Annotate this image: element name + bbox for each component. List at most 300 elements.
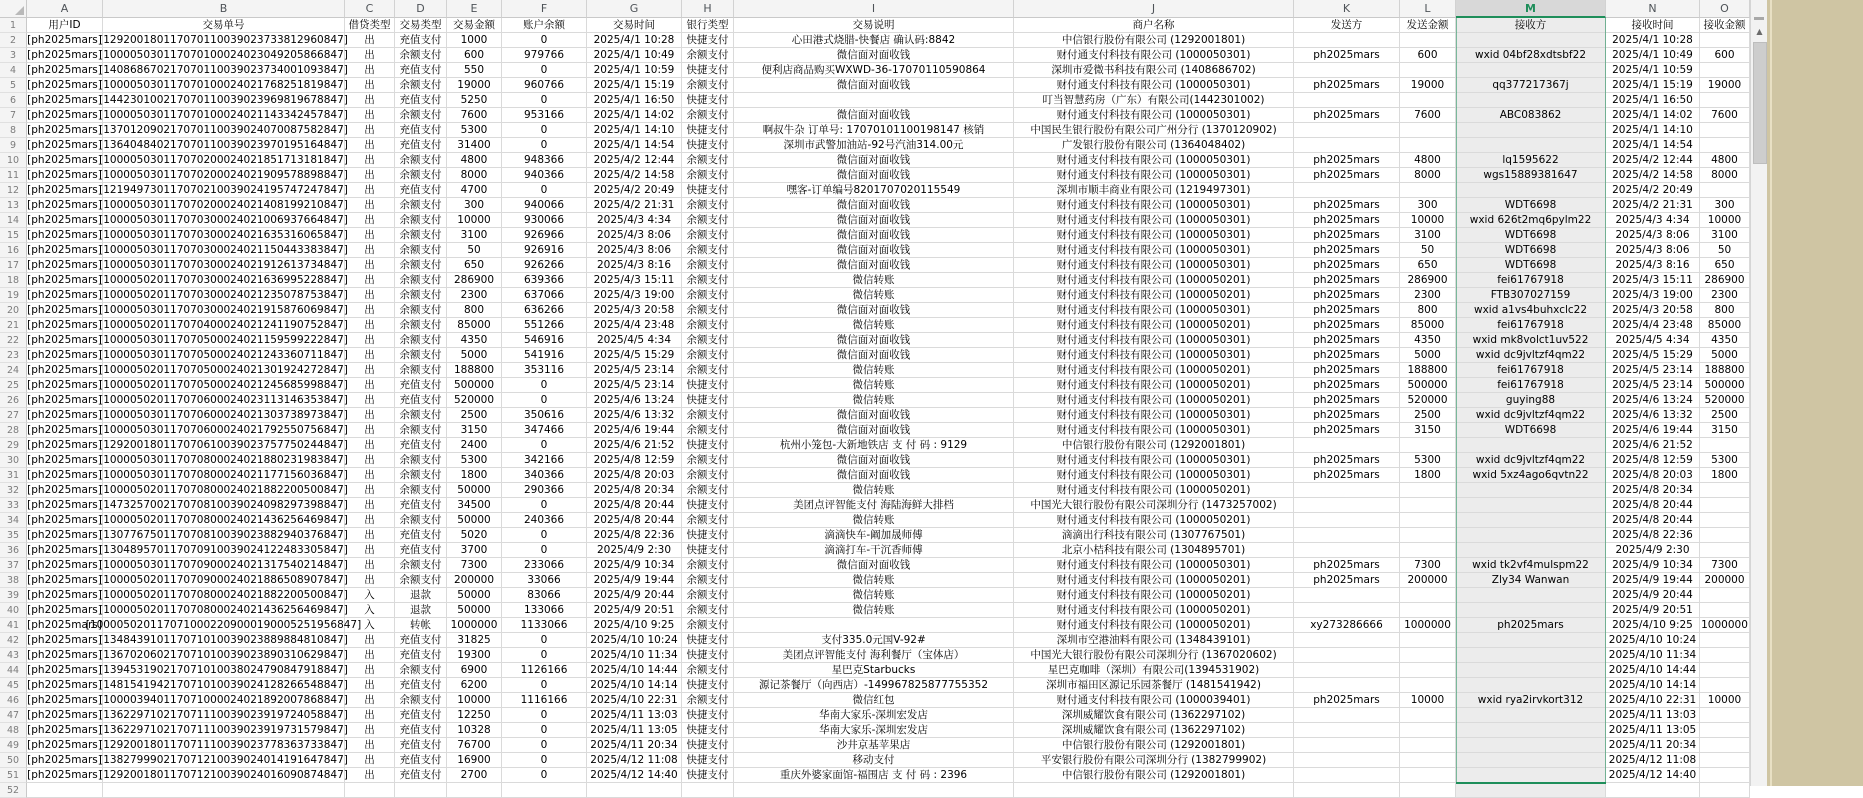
cell[interactable]: 4700 [447, 183, 502, 198]
row-number[interactable]: 38 [0, 573, 27, 588]
cell[interactable]: 微信转账 [734, 603, 1014, 618]
cell[interactable] [447, 783, 502, 798]
cell[interactable]: 8000 [447, 168, 502, 183]
cell[interactable]: 2025/4/10 10:24 [1606, 633, 1700, 648]
cell[interactable]: 快捷支付 [682, 378, 734, 393]
cell[interactable]: [100005030117070300024021006937664847] [103, 213, 345, 228]
cell[interactable]: [100005030117070300024021150443383847] [103, 243, 345, 258]
cell[interactable] [1400, 438, 1456, 453]
cell[interactable]: 出 [345, 288, 395, 303]
cell[interactable]: 出 [345, 333, 395, 348]
cell[interactable]: 快捷支付 [682, 393, 734, 408]
cell[interactable]: 10000 [1400, 213, 1456, 228]
cell[interactable]: 财付通支付科技有限公司 (1000050201) [1014, 588, 1294, 603]
cell[interactable]: xy273286666 [1294, 618, 1400, 633]
cell[interactable]: 2025/4/1 10:28 [587, 33, 682, 48]
cell[interactable]: 636266 [502, 303, 587, 318]
cell[interactable]: 余额支付 [682, 573, 734, 588]
row-number[interactable]: 11 [0, 168, 27, 183]
cell[interactable]: 出 [345, 663, 395, 678]
cell[interactable]: 500000 [1400, 378, 1456, 393]
cell[interactable]: wxid dc9jvltzf4qm22 [1456, 348, 1606, 363]
cell[interactable]: 2025/4/4 23:48 [1606, 318, 1700, 333]
cell[interactable]: 0 [502, 498, 587, 513]
row-number[interactable]: 40 [0, 603, 27, 618]
cell[interactable]: [100005020117070800024021882200500847] [103, 483, 345, 498]
row-number[interactable]: 1 [0, 18, 27, 33]
cell[interactable]: 2025/4/6 13:24 [587, 393, 682, 408]
row-number[interactable]: 15 [0, 228, 27, 243]
cell[interactable]: Zly34 Wanwan [1456, 573, 1606, 588]
cell[interactable]: 2025/4/2 21:31 [587, 198, 682, 213]
cell[interactable]: ph2025mars [1294, 273, 1400, 288]
cell[interactable] [1456, 33, 1606, 48]
cell[interactable]: [ph2025mars] [27, 258, 103, 273]
cell[interactable]: 出 [345, 738, 395, 753]
column-title[interactable]: 发送方 [1294, 18, 1400, 33]
cell[interactable]: 出 [345, 228, 395, 243]
cell[interactable]: 余额支付 [395, 483, 447, 498]
cell[interactable]: 出 [345, 63, 395, 78]
cell[interactable]: 充值支付 [395, 138, 447, 153]
cell[interactable]: [ph2025mars] [27, 333, 103, 348]
cell[interactable]: 余额支付 [395, 303, 447, 318]
cell[interactable]: 叮当智慧药房（广东）有限公司(1442301002) [1014, 93, 1294, 108]
cell[interactable]: 940066 [502, 198, 587, 213]
cell[interactable] [1700, 63, 1750, 78]
cell[interactable]: 出 [345, 573, 395, 588]
cell[interactable]: 85000 [1400, 318, 1456, 333]
cell[interactable]: 退款 [395, 588, 447, 603]
row-number[interactable]: 39 [0, 588, 27, 603]
cell[interactable]: 余额支付 [682, 168, 734, 183]
column-letter-B[interactable]: B [103, 0, 345, 18]
column-letter-I[interactable]: I [734, 0, 1014, 18]
cell[interactable]: 2025/4/11 13:05 [587, 723, 682, 738]
scrollbar-split-handle[interactable] [1754, 17, 1764, 20]
row-number[interactable]: 52 [0, 783, 27, 798]
cell[interactable]: 余额支付 [682, 213, 734, 228]
row-number[interactable]: 16 [0, 243, 27, 258]
cell[interactable]: [ph2025mars] [27, 348, 103, 363]
cell[interactable]: [ph2025mars] [27, 573, 103, 588]
cell[interactable] [1400, 483, 1456, 498]
cell[interactable]: [100003940117071000024021892007868847] [103, 693, 345, 708]
cell[interactable]: 10000 [1700, 213, 1750, 228]
scroll-up-arrow-icon[interactable]: ▲ [1756, 26, 1763, 36]
cell[interactable] [1700, 483, 1750, 498]
cell[interactable]: 快捷支付 [682, 63, 734, 78]
cell[interactable]: 微信面对面收钱 [734, 153, 1014, 168]
cell[interactable]: [ph2025mars] [27, 588, 103, 603]
cell[interactable]: 快捷支付 [682, 123, 734, 138]
cell[interactable]: 余额支付 [395, 693, 447, 708]
cell[interactable]: [ph2025mars] [27, 138, 103, 153]
cell[interactable]: 出 [345, 78, 395, 93]
cell[interactable]: 650 [447, 258, 502, 273]
cell[interactable]: 余额支付 [682, 153, 734, 168]
cell[interactable]: 2300 [447, 288, 502, 303]
cell[interactable]: 沙井京基苹果店 [734, 738, 1014, 753]
cell[interactable] [395, 783, 447, 798]
cell[interactable]: 美团点评智能支付 海陆海鲜大排档 [734, 498, 1014, 513]
cell[interactable]: 7600 [447, 108, 502, 123]
row-number[interactable]: 2 [0, 33, 27, 48]
cell[interactable]: 余额支付 [682, 108, 734, 123]
cell[interactable]: 4800 [1700, 153, 1750, 168]
cell[interactable]: 3700 [447, 543, 502, 558]
cell[interactable]: [ph2025mars] [27, 633, 103, 648]
cell[interactable]: 源记茶餐厅（向西店）-149967825877755352 [734, 678, 1014, 693]
cell[interactable]: 520000 [1400, 393, 1456, 408]
cell[interactable]: [ph2025mars] [27, 738, 103, 753]
row-number[interactable]: 29 [0, 438, 27, 453]
cell[interactable] [1294, 33, 1400, 48]
cell[interactable]: 188800 [1700, 363, 1750, 378]
cell[interactable]: [100005030117070300024021912613734847] [103, 258, 345, 273]
cell[interactable] [1456, 738, 1606, 753]
row-number[interactable]: 35 [0, 528, 27, 543]
cell[interactable]: 2025/4/9 2:30 [1606, 543, 1700, 558]
cell[interactable]: [138279990217071210039024014191647847] [103, 753, 345, 768]
cell[interactable] [1294, 708, 1400, 723]
cell[interactable]: 19000 [1400, 78, 1456, 93]
cell[interactable]: 286900 [1700, 273, 1750, 288]
cell[interactable]: [ph2025mars] [27, 723, 103, 738]
cell[interactable] [1456, 543, 1606, 558]
cell[interactable] [1700, 633, 1750, 648]
cell[interactable]: 出 [345, 408, 395, 423]
cell[interactable]: 2025/4/12 14:40 [1606, 768, 1700, 783]
cell[interactable]: [ph2025mars] [27, 438, 103, 453]
cell[interactable] [345, 783, 395, 798]
cell[interactable]: 2025/4/6 19:44 [587, 423, 682, 438]
cell[interactable]: 350616 [502, 408, 587, 423]
row-number[interactable]: 10 [0, 153, 27, 168]
cell[interactable]: 6900 [447, 663, 502, 678]
cell[interactable] [1700, 183, 1750, 198]
column-title[interactable]: 接收金额 [1700, 18, 1750, 33]
column-title[interactable]: 账户余额 [502, 18, 587, 33]
cell[interactable]: 290366 [502, 483, 587, 498]
cell[interactable]: 2025/4/1 14:54 [587, 138, 682, 153]
cell[interactable] [1014, 783, 1294, 798]
cell[interactable]: 余额支付 [682, 423, 734, 438]
cell[interactable]: [147325700217070810039024098297398847] [103, 498, 345, 513]
cell[interactable]: 出 [345, 423, 395, 438]
cell[interactable]: 2025/4/1 14:02 [587, 108, 682, 123]
cell[interactable] [103, 783, 345, 798]
cell[interactable]: 0 [502, 543, 587, 558]
cell[interactable]: 余额支付 [395, 168, 447, 183]
cell[interactable]: 2025/4/10 22:31 [1606, 693, 1700, 708]
cell[interactable]: 快捷支付 [682, 723, 734, 738]
select-all-corner[interactable] [0, 0, 27, 18]
cell[interactable]: 充值支付 [395, 723, 447, 738]
cell[interactable]: 0 [502, 633, 587, 648]
cell[interactable] [1400, 33, 1456, 48]
cell[interactable]: 7300 [1400, 558, 1456, 573]
cell[interactable]: 600 [447, 48, 502, 63]
cell[interactable]: 6200 [447, 678, 502, 693]
row-number[interactable]: 22 [0, 333, 27, 348]
cell[interactable]: 0 [502, 138, 587, 153]
cell[interactable]: 2025/4/3 8:06 [587, 228, 682, 243]
cell[interactable]: ph2025mars [1294, 213, 1400, 228]
column-letter-E[interactable]: E [447, 0, 502, 18]
cell[interactable]: 2025/4/1 14:02 [1606, 108, 1700, 123]
cell[interactable]: ph2025mars [1294, 303, 1400, 318]
cell[interactable] [1456, 63, 1606, 78]
cell[interactable]: 啊叔牛杂 订单号: 17070101100198147 核销 [734, 123, 1014, 138]
cell[interactable]: [130776750117070810039023882940376847] [103, 528, 345, 543]
row-number[interactable]: 41 [0, 618, 27, 633]
cell[interactable]: 2025/4/9 19:44 [587, 573, 682, 588]
cell[interactable]: 充值支付 [395, 708, 447, 723]
cell[interactable] [1456, 753, 1606, 768]
cell[interactable]: 星巴克咖啡（深圳）有限公司(1394531902) [1014, 663, 1294, 678]
cell[interactable] [1700, 783, 1750, 798]
column-letter-N[interactable]: N [1606, 0, 1700, 18]
cell[interactable]: 充值支付 [395, 33, 447, 48]
cell[interactable]: wxid 626t2mq6pylm22 [1456, 213, 1606, 228]
cell[interactable]: 微信面对面收钱 [734, 48, 1014, 63]
cell[interactable]: 2025/4/10 14:44 [587, 663, 682, 678]
cell[interactable]: ph2025mars [1294, 393, 1400, 408]
cell[interactable]: 出 [345, 33, 395, 48]
cell[interactable]: 5300 [1400, 453, 1456, 468]
cell[interactable]: 2025/4/3 8:06 [587, 243, 682, 258]
cell[interactable]: 快捷支付 [682, 528, 734, 543]
cell[interactable]: 充值支付 [395, 768, 447, 783]
cell[interactable]: 微信转账 [734, 393, 1014, 408]
cell[interactable]: [100005030117070800024021177156036847] [103, 468, 345, 483]
cell[interactable]: [100005030117070300024021635316065847] [103, 228, 345, 243]
cell[interactable]: 2025/4/3 8:16 [587, 258, 682, 273]
cell[interactable] [1700, 648, 1750, 663]
cell[interactable]: 出 [345, 378, 395, 393]
cell[interactable]: 2025/4/6 19:44 [1606, 423, 1700, 438]
cell[interactable]: 出 [345, 168, 395, 183]
cell[interactable]: 926966 [502, 228, 587, 243]
cell[interactable]: [100005020117070300024021636995228847] [103, 273, 345, 288]
cell[interactable]: [100005030117070800024021880231983847] [103, 453, 345, 468]
row-number[interactable]: 12 [0, 183, 27, 198]
cell[interactable]: 微信面对面收钱 [734, 228, 1014, 243]
cell[interactable]: 286900 [447, 273, 502, 288]
cell[interactable]: 余额支付 [682, 603, 734, 618]
cell[interactable]: 余额支付 [682, 408, 734, 423]
cell[interactable]: 出 [345, 213, 395, 228]
cell[interactable]: 美团点评智能支付 海利餐厅（宝体店） [734, 648, 1014, 663]
cell[interactable]: [100005020117070800024021436256469847] [103, 603, 345, 618]
cell[interactable]: 85000 [447, 318, 502, 333]
cell[interactable]: 微信面对面收钱 [734, 78, 1014, 93]
cell[interactable]: [ph2025mars] [27, 108, 103, 123]
cell[interactable]: 出 [345, 108, 395, 123]
cell[interactable]: 余额支付 [395, 78, 447, 93]
cell[interactable]: 7600 [1700, 108, 1750, 123]
cell[interactable]: 0 [502, 648, 587, 663]
cell[interactable] [1456, 438, 1606, 453]
cell[interactable]: 财付通支付科技有限公司 (1000050301) [1014, 333, 1294, 348]
cell[interactable]: 2025/4/10 22:31 [587, 693, 682, 708]
cell[interactable]: [ph2025mars] [27, 618, 103, 633]
cell[interactable]: guying88 [1456, 393, 1606, 408]
cell[interactable]: ph2025mars [1294, 198, 1400, 213]
row-number[interactable]: 8 [0, 123, 27, 138]
cell[interactable]: ph2025mars [1294, 258, 1400, 273]
cell[interactable]: 余额支付 [682, 348, 734, 363]
cell[interactable]: [100005030117070900024021317540214847] [103, 558, 345, 573]
cell[interactable]: 2025/4/5 23:14 [1606, 363, 1700, 378]
cell[interactable]: 2025/4/3 20:58 [587, 303, 682, 318]
cell[interactable]: 充值支付 [395, 753, 447, 768]
cell[interactable]: 余额支付 [395, 273, 447, 288]
cell[interactable]: 979766 [502, 48, 587, 63]
cell[interactable]: 2025/4/8 20:44 [1606, 513, 1700, 528]
cell[interactable]: 微信转账 [734, 363, 1014, 378]
cell[interactable]: 财付通支付科技有限公司 (1000050201) [1014, 618, 1294, 633]
cell[interactable]: 出 [345, 513, 395, 528]
cell[interactable]: 微信转账 [734, 378, 1014, 393]
cell[interactable]: 2025/4/11 20:34 [587, 738, 682, 753]
column-letter-D[interactable]: D [395, 0, 447, 18]
row-number[interactable]: 46 [0, 693, 27, 708]
cell[interactable]: 5000 [1700, 348, 1750, 363]
cell[interactable]: [100005030117070500024021159599222847] [103, 333, 345, 348]
cell[interactable]: 余额支付 [682, 483, 734, 498]
cell[interactable] [1400, 648, 1456, 663]
cell[interactable]: 出 [345, 303, 395, 318]
column-letter-J[interactable]: J [1014, 0, 1294, 18]
cell[interactable]: WDT6698 [1456, 243, 1606, 258]
cell[interactable]: 余额支付 [395, 213, 447, 228]
cell[interactable]: [ph2025mars] [27, 708, 103, 723]
cell[interactable]: 出 [345, 318, 395, 333]
cell[interactable]: 余额支付 [682, 588, 734, 603]
cell[interactable] [1456, 663, 1606, 678]
cell[interactable]: 2025/4/1 15:19 [1606, 78, 1700, 93]
cell[interactable]: 出 [345, 483, 395, 498]
cell[interactable]: 充值支付 [395, 123, 447, 138]
cell[interactable] [1400, 123, 1456, 138]
cell[interactable]: 北京小桔科技有限公司 (1304895701) [1014, 543, 1294, 558]
cell[interactable]: 1800 [1700, 468, 1750, 483]
cell[interactable]: 财付通支付科技有限公司 (1000050301) [1014, 423, 1294, 438]
cell[interactable] [1456, 783, 1606, 798]
cell[interactable]: 出 [345, 138, 395, 153]
cell[interactable]: 0 [502, 378, 587, 393]
cell[interactable]: [136229710217071110039023919731579847] [103, 723, 345, 738]
cell[interactable]: 800 [1700, 303, 1750, 318]
cell[interactable]: 2025/4/5 4:34 [587, 333, 682, 348]
cell[interactable]: 便利店商品购买WXWD-36-17070110590864 [734, 63, 1014, 78]
cell[interactable]: 2025/4/5 15:29 [587, 348, 682, 363]
cell[interactable] [1456, 768, 1606, 783]
cell[interactable]: 2025/4/5 23:14 [587, 378, 682, 393]
cell[interactable]: ph2025mars [1294, 348, 1400, 363]
row-number[interactable]: 13 [0, 198, 27, 213]
cell[interactable] [1294, 768, 1400, 783]
cell[interactable]: 深圳市空港油料有限公司 (1348439101) [1014, 633, 1294, 648]
cell[interactable]: ph2025mars [1294, 108, 1400, 123]
row-number[interactable]: 34 [0, 513, 27, 528]
cell[interactable]: [100005030117070600024021303738973847] [103, 408, 345, 423]
row-number[interactable]: 49 [0, 738, 27, 753]
cell[interactable]: [100005030117070200024021851713181847] [103, 153, 345, 168]
cell[interactable]: [100005030117070500024021243360711847] [103, 348, 345, 363]
cell[interactable]: [ph2025mars] [27, 243, 103, 258]
cell[interactable]: 余额支付 [682, 78, 734, 93]
column-letter-M[interactable]: M [1456, 0, 1606, 18]
cell[interactable]: 188800 [447, 363, 502, 378]
cell[interactable]: 微信面对面收钱 [734, 333, 1014, 348]
cell[interactable] [1456, 138, 1606, 153]
cell[interactable]: 快捷支付 [682, 93, 734, 108]
cell[interactable]: [ph2025mars] [27, 663, 103, 678]
cell[interactable]: 600 [1400, 48, 1456, 63]
row-number[interactable]: 51 [0, 768, 27, 783]
cell[interactable]: 出 [345, 693, 395, 708]
cell[interactable]: 2025/4/8 20:44 [587, 513, 682, 528]
cell[interactable]: 10328 [447, 723, 502, 738]
cell[interactable]: [ph2025mars] [27, 168, 103, 183]
column-letter-A[interactable]: A [27, 0, 103, 18]
cell[interactable] [502, 783, 587, 798]
cell[interactable]: 出 [345, 468, 395, 483]
cell[interactable]: [100005020117070400024021241190752847] [103, 318, 345, 333]
row-number[interactable]: 31 [0, 468, 27, 483]
cell[interactable]: 2025/4/2 12:44 [587, 153, 682, 168]
cell[interactable]: [100005030117070100024021143342457847] [103, 108, 345, 123]
cell[interactable]: 2025/4/8 22:36 [587, 528, 682, 543]
cell[interactable]: 1000000 [447, 618, 502, 633]
cell[interactable]: 支付335.0元国V-92# [734, 633, 1014, 648]
cell[interactable]: 充值支付 [395, 93, 447, 108]
cell[interactable]: [134843910117071010039023889884810847] [103, 633, 345, 648]
cell[interactable] [27, 783, 103, 798]
cell[interactable] [1456, 633, 1606, 648]
cell[interactable]: 4350 [1700, 333, 1750, 348]
cell[interactable]: 余额支付 [395, 408, 447, 423]
cell[interactable]: 5250 [447, 93, 502, 108]
cell[interactable]: [ph2025mars] [27, 63, 103, 78]
cell[interactable]: [ph2025mars] [27, 513, 103, 528]
cell[interactable]: 财付通支付科技有限公司 (1000050201) [1014, 378, 1294, 393]
cell[interactable] [1294, 648, 1400, 663]
cell[interactable]: 650 [1700, 258, 1750, 273]
cell[interactable]: 2025/4/5 23:14 [587, 363, 682, 378]
cell[interactable]: [100005020117070600024023113146353847] [103, 393, 345, 408]
cell[interactable]: 中信银行股份有限公司 (1292001801) [1014, 738, 1294, 753]
cell[interactable]: 快捷支付 [682, 138, 734, 153]
cell[interactable]: 2025/4/8 20:03 [1606, 468, 1700, 483]
cell[interactable]: wgs15889381647 [1456, 168, 1606, 183]
cell[interactable]: 出 [345, 48, 395, 63]
cell[interactable]: 移动支付 [734, 753, 1014, 768]
cell[interactable] [1700, 738, 1750, 753]
cell[interactable] [1400, 603, 1456, 618]
cell[interactable]: 83066 [502, 588, 587, 603]
cell[interactable]: 50 [447, 243, 502, 258]
column-letter-L[interactable]: L [1400, 0, 1456, 18]
cell[interactable]: 余额支付 [682, 468, 734, 483]
row-number[interactable]: 4 [0, 63, 27, 78]
cell[interactable]: 余额支付 [682, 48, 734, 63]
row-number[interactable]: 19 [0, 288, 27, 303]
cell[interactable]: 出 [345, 258, 395, 273]
